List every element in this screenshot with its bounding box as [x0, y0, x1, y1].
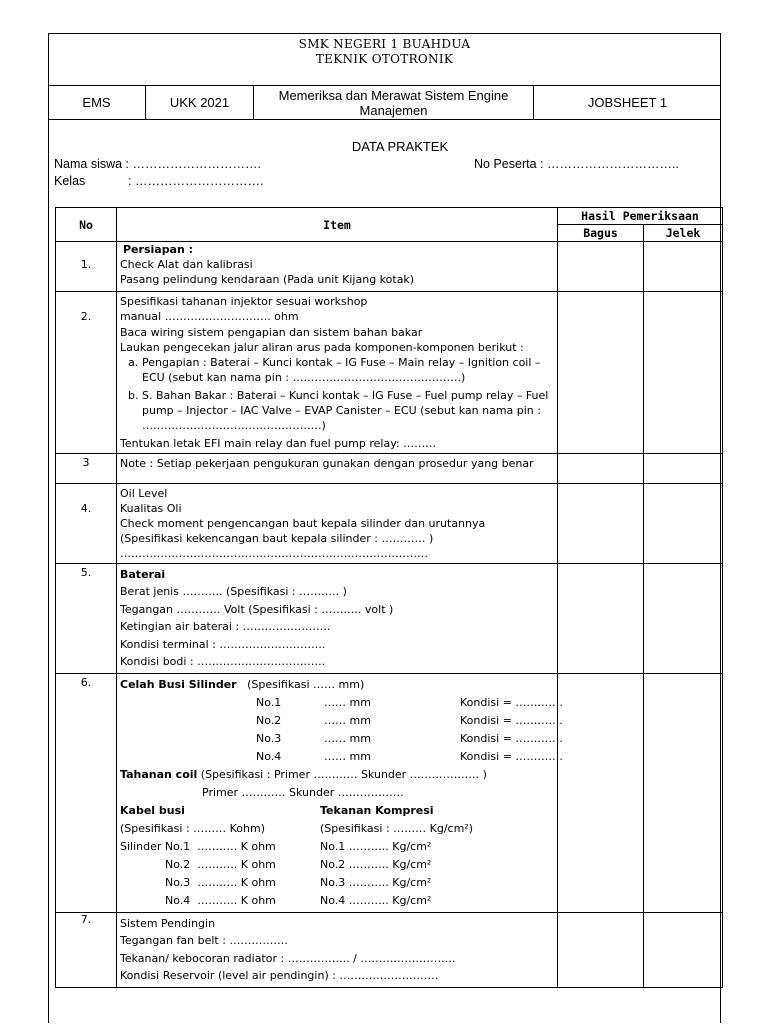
result-good-cell — [558, 242, 644, 292]
row-line: Pasang pelindung kendaraan (Pada unit Kijang kotak) — [120, 273, 415, 286]
gap-row — [256, 694, 563, 712]
header-subject: Memeriksa dan Merawat Sistem Engine Manajemen — [254, 86, 534, 120]
table-row — [56, 912, 723, 987]
row-line: Kondisi Reservoir (level air pendingin) : ……………………… — [120, 969, 439, 983]
coil-heading: Tahanan coil — [120, 767, 198, 781]
row-line: Kondisi bodi : …………………………….. — [120, 655, 326, 669]
cable-row — [120, 838, 554, 856]
cable-label: No.2 — [165, 857, 191, 871]
school-header — [48, 33, 721, 86]
row-line: (Spesifikasi kekencangan baut kepala silinder : ………… ) — [120, 531, 434, 545]
class-label: Kelas — [54, 174, 86, 188]
spec-text: (Spesifikasi …… mm) — [247, 677, 365, 691]
row-line: Baca wiring sistem pengapian dan sistem bahan bakar — [120, 325, 423, 339]
row-heading: Persiapan : — [123, 243, 194, 256]
col-no: No — [56, 208, 117, 242]
result-bad-cell — [644, 563, 723, 673]
col-item: Item — [117, 208, 558, 242]
list-marker: a. — [128, 356, 139, 370]
cable-label: No.3 — [165, 875, 191, 889]
cable-heading: Kabel busi — [120, 803, 185, 817]
cable-label: Silinder No.1 — [120, 839, 191, 853]
table-row — [56, 292, 723, 454]
student-name-field: Nama siswa : …………………………. — [54, 157, 261, 171]
result-bad-cell — [644, 673, 723, 912]
cable-value: ……….. K ohm — [197, 893, 276, 907]
row-number: 2. — [56, 292, 117, 454]
row-line: ………………………………………………………………………… — [120, 546, 428, 560]
table-row — [56, 673, 723, 912]
gap-row — [256, 748, 563, 766]
page-title: DATA PRAKTEK — [351, 139, 449, 154]
row-line: Tekanan/ kebocoran radiator : …………….. / …………………….. — [120, 951, 456, 965]
gap-value: …… mm — [324, 713, 371, 727]
row-line: Spesifikasi tahanan injektor sesuai workshop — [120, 295, 368, 308]
row-number: 1. — [56, 242, 117, 292]
gap-value: …… mm — [324, 695, 371, 709]
row-heading: Baterai — [120, 567, 166, 581]
list-item — [128, 388, 554, 434]
cylinder-label: No.4 — [256, 749, 282, 763]
result-bad-cell — [644, 912, 723, 987]
result-good-cell — [558, 912, 644, 987]
result-good-cell — [558, 292, 644, 454]
result-good-cell — [558, 483, 644, 563]
gap-condition: Kondisi = …………. — [460, 749, 563, 763]
gap-value: …… mm — [324, 731, 371, 745]
header-sheet: JOBSHEET 1 — [534, 86, 721, 120]
gap-condition: Kondisi = …………. — [460, 713, 563, 727]
compression-heading: Tekanan Kompresi — [320, 803, 434, 817]
gap-condition: Kondisi = …………. — [460, 731, 563, 745]
row-line: Ketingian air baterai : …………………… — [120, 620, 331, 634]
row-line: Check Alat dan kalibrasi — [120, 258, 253, 271]
row-line: Tegangan ………… Volt (Spesifikasi : ……….. volt ) — [120, 602, 394, 616]
spec-text: (Spesifikasi : Primer ………… Skunder ………………. ) — [200, 767, 487, 781]
table-row — [56, 453, 723, 483]
compression-value: No.2 ……….. Kg/cm² — [320, 857, 432, 871]
compression-value: No.3 ……….. Kg/cm² — [320, 875, 432, 889]
school-program: TEKNIK OTOTRONIK — [315, 52, 454, 66]
gap-value: …… mm — [324, 749, 371, 763]
gap-row — [256, 712, 563, 730]
inspection-table — [55, 207, 723, 988]
compression-value: No.1 ……….. Kg/cm² — [320, 839, 432, 853]
row-line: Kualitas Oli — [120, 501, 182, 515]
gap-row — [256, 730, 563, 748]
class-field: : …………………………. — [128, 174, 264, 188]
row-number: 5. — [56, 563, 117, 673]
cable-value: ……….. K ohm — [197, 875, 276, 889]
cable-row — [120, 874, 554, 892]
header-exam: UKK 2021 — [146, 86, 254, 120]
gap-condition: Kondisi = …………. — [460, 695, 563, 709]
cylinder-label: No.1 — [256, 695, 282, 709]
row-line: Kondisi terminal : ……………………….. — [120, 637, 326, 651]
col-bad: Jelek — [644, 225, 723, 242]
row-number: 3 — [56, 453, 117, 483]
list-marker: b. — [128, 388, 139, 402]
col-result: Hasil Pemeriksaan — [558, 208, 723, 225]
result-good-cell — [558, 673, 644, 912]
row-line: Primer ………… Skunder ……………… — [202, 785, 404, 799]
cylinder-label: No.2 — [256, 713, 282, 727]
compression-value: No.4 ……….. Kg/cm² — [320, 893, 432, 907]
list-text: Pengapian : Baterai – Kunci kontak – IG Fuse – Main relay – Ignition coil – ECU (sebut kan nama pin : ……………………………………….) — [142, 356, 541, 385]
table-row — [56, 242, 723, 292]
row-line: Berat jenis ……….. (Spesifikasi : ……….. ) — [120, 585, 347, 599]
row-line: manual ……………………….. ohm — [120, 310, 299, 324]
result-bad-cell — [644, 453, 723, 483]
row-heading: Celah Busi Silinder — [120, 677, 237, 691]
row-line: Oil Level — [120, 486, 168, 500]
table-row — [56, 563, 723, 673]
row-number: 7. — [56, 912, 117, 987]
result-good-cell — [558, 453, 644, 483]
row-line: Tegangan fan belt : ……………. — [120, 934, 288, 948]
cable-value: ……….. K ohm — [197, 857, 276, 871]
row-line: Tentukan letak EFI main relay dan fuel pump relay: ……… — [120, 436, 437, 450]
row-number: 6. — [56, 673, 117, 912]
cable-row — [120, 856, 554, 874]
list-item — [128, 355, 554, 386]
result-bad-cell — [644, 242, 723, 292]
list-text: S. Bahan Bakar : Baterai – Kunci kontak – IG Fuse – Fuel pump relay – Fuel pump – Injector – IAC Valve – EVAP Canister – ECU (sebut kan nama pin : ………………………………………….) — [142, 388, 549, 433]
cable-label: No.4 — [165, 893, 191, 907]
row-line: Sistem Pendingin — [120, 916, 216, 930]
col-good: Bagus — [558, 225, 644, 242]
school-name: SMK NEGERI 1 BUAHDUA — [298, 37, 471, 51]
cylinder-label: No.3 — [256, 731, 282, 745]
result-bad-cell — [644, 483, 723, 563]
spec-text: (Spesifikasi : ……… Kohm) — [120, 821, 266, 835]
result-good-cell — [558, 563, 644, 673]
table-row — [56, 483, 723, 563]
participant-number-field: No Peserta : ………………………….. — [474, 157, 679, 171]
row-number: 4. — [56, 483, 117, 563]
cable-value: ……….. K ohm — [197, 839, 276, 853]
spec-text: (Spesifikasi : ……… Kg/cm²) — [320, 821, 474, 835]
cable-row — [120, 892, 554, 910]
header-code: EMS — [48, 86, 146, 120]
result-bad-cell — [644, 292, 723, 454]
row-line: Check moment pengencangan baut kepala silinder dan urutannya — [120, 516, 486, 530]
row-line: Laukan pengecekan jalur aliran arus pada komponen-komponen berikut : — [120, 340, 524, 354]
row-line: Note : Setiap pekerjaan pengukuran gunakan dengan prosedur yang benar — [120, 456, 534, 470]
